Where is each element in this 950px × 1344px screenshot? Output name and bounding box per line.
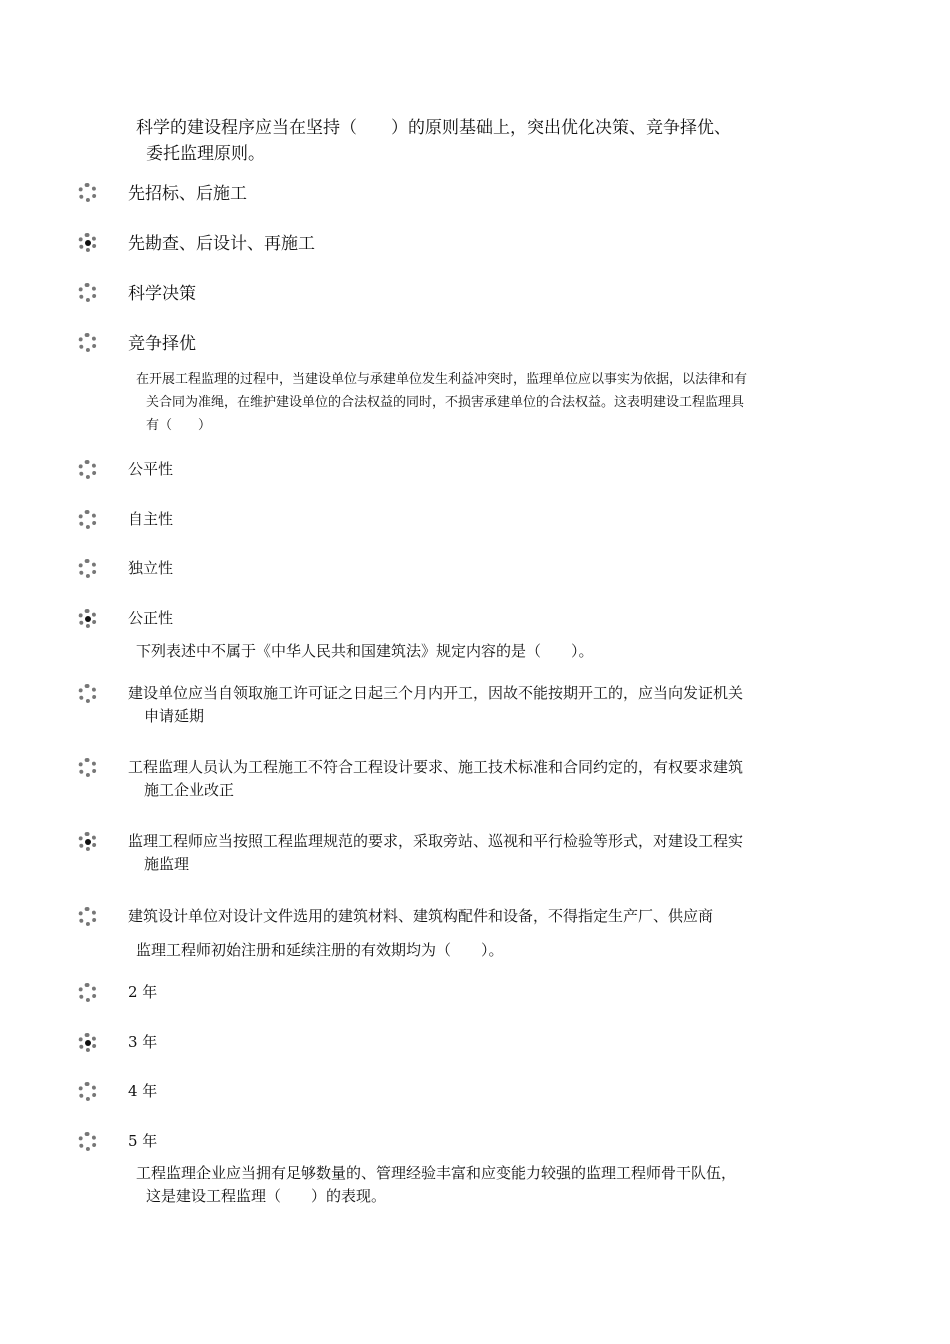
option-line: 监理工程师应当按照工程监理规范的要求，采取旁站、巡视和平行检验等形式，对建设工程实 bbox=[128, 832, 744, 850]
option-label: 2 年 bbox=[128, 983, 158, 1001]
q4-option-a[interactable] bbox=[78, 983, 818, 1017]
option-label: 先招标、后施工 bbox=[128, 184, 247, 204]
option-label: 公平性 bbox=[128, 460, 174, 478]
question-line: 工程监理企业应当拥有足够数量的、管理经验丰富和应变能力较强的监理工程师骨干队伍， bbox=[136, 1164, 737, 1182]
option-label: 建筑设计单位对设计文件选用的建筑材料、建筑构配件和设备，不得指定生产厂、供应商 bbox=[128, 907, 714, 925]
radio-button[interactable] bbox=[78, 758, 97, 777]
q4-option-c[interactable] bbox=[78, 1082, 818, 1116]
question-line: 下列表述中不属于《中华人民共和国建筑法》规定内容的是（ ）。 bbox=[136, 642, 594, 660]
question-line: 这是建设工程监理（ ）的表现。 bbox=[146, 1187, 387, 1206]
radio-button[interactable] bbox=[78, 183, 97, 202]
question-5-text bbox=[136, 1162, 816, 1209]
q1-option-d[interactable] bbox=[78, 333, 818, 367]
q4-option-d[interactable] bbox=[78, 1132, 818, 1166]
option-label: 3 年 bbox=[128, 1033, 158, 1051]
question-2-text bbox=[136, 369, 816, 437]
radio-button[interactable] bbox=[78, 1132, 97, 1151]
option-line: 施工企业改正 bbox=[144, 781, 235, 800]
option-label: 先勘查、后设计、再施工 bbox=[128, 234, 315, 254]
question-line: 关合同为准绳，在维护建设单位的合法权益的同时，不损害承建单位的合法权益。这表明建设工程监理具 bbox=[146, 394, 745, 410]
option-label: 4 年 bbox=[128, 1082, 158, 1100]
option-label: 独立性 bbox=[128, 559, 174, 577]
option-label bbox=[128, 756, 818, 803]
radio-button-selected[interactable] bbox=[78, 609, 97, 628]
q4-option-b[interactable] bbox=[78, 1033, 818, 1067]
question-line: 委托监理原则。 bbox=[146, 144, 265, 165]
option-line: 工程监理人员认为工程施工不符合工程设计要求、施工技术标准和合同约定的，有权要求建筑 bbox=[128, 758, 744, 776]
q1-option-b[interactable] bbox=[78, 233, 818, 267]
question-1-text bbox=[136, 115, 816, 168]
radio-button[interactable] bbox=[78, 283, 97, 302]
question-3-text bbox=[136, 640, 816, 663]
question-line: 监理工程师初始注册和延续注册的有效期均为（ ）。 bbox=[136, 941, 504, 959]
option-line: 施监理 bbox=[144, 855, 190, 874]
question-line: 有（ ） bbox=[146, 417, 212, 433]
radio-button[interactable] bbox=[78, 684, 97, 703]
radio-button[interactable] bbox=[78, 983, 97, 1002]
radio-button-selected[interactable] bbox=[78, 1033, 97, 1052]
q3-option-b[interactable] bbox=[78, 758, 818, 818]
option-label: 5 年 bbox=[128, 1132, 158, 1150]
q2-option-c[interactable] bbox=[78, 559, 818, 593]
option-label: 竞争择优 bbox=[128, 334, 196, 354]
q1-option-c[interactable] bbox=[78, 283, 818, 317]
radio-button[interactable] bbox=[78, 907, 97, 926]
option-label bbox=[128, 830, 818, 877]
q2-option-a[interactable] bbox=[78, 460, 818, 494]
q1-option-a[interactable] bbox=[78, 183, 818, 217]
q2-option-b[interactable] bbox=[78, 510, 818, 544]
radio-button[interactable] bbox=[78, 510, 97, 529]
question-line: 科学的建设程序应当在坚持（ ）的原则基础上，突出优化决策、竞争择优、 bbox=[136, 118, 731, 138]
option-label: 科学决策 bbox=[128, 284, 196, 304]
option-line: 申请延期 bbox=[144, 707, 205, 726]
q2-option-d[interactable] bbox=[78, 609, 818, 643]
radio-button[interactable] bbox=[78, 559, 97, 578]
question-line: 在开展工程监理的过程中，当建设单位与承建单位发生利益冲突时，监理单位应以事实为依据，以法律和有 bbox=[136, 372, 748, 387]
option-label: 公正性 bbox=[128, 609, 174, 627]
radio-button[interactable] bbox=[78, 333, 97, 352]
radio-button-selected[interactable] bbox=[78, 233, 97, 252]
radio-button[interactable] bbox=[78, 1082, 97, 1101]
option-label: 自主性 bbox=[128, 510, 174, 528]
q3-option-c[interactable] bbox=[78, 832, 818, 892]
q3-option-d[interactable] bbox=[78, 907, 818, 941]
option-label bbox=[128, 682, 818, 729]
option-line: 建设单位应当自领取施工许可证之日起三个月内开工，因故不能按期开工的，应当向发证机关 bbox=[128, 684, 744, 702]
q3-option-a[interactable] bbox=[78, 684, 818, 744]
radio-button-selected[interactable] bbox=[78, 832, 97, 851]
question-4-text bbox=[136, 939, 816, 962]
radio-button[interactable] bbox=[78, 460, 97, 479]
